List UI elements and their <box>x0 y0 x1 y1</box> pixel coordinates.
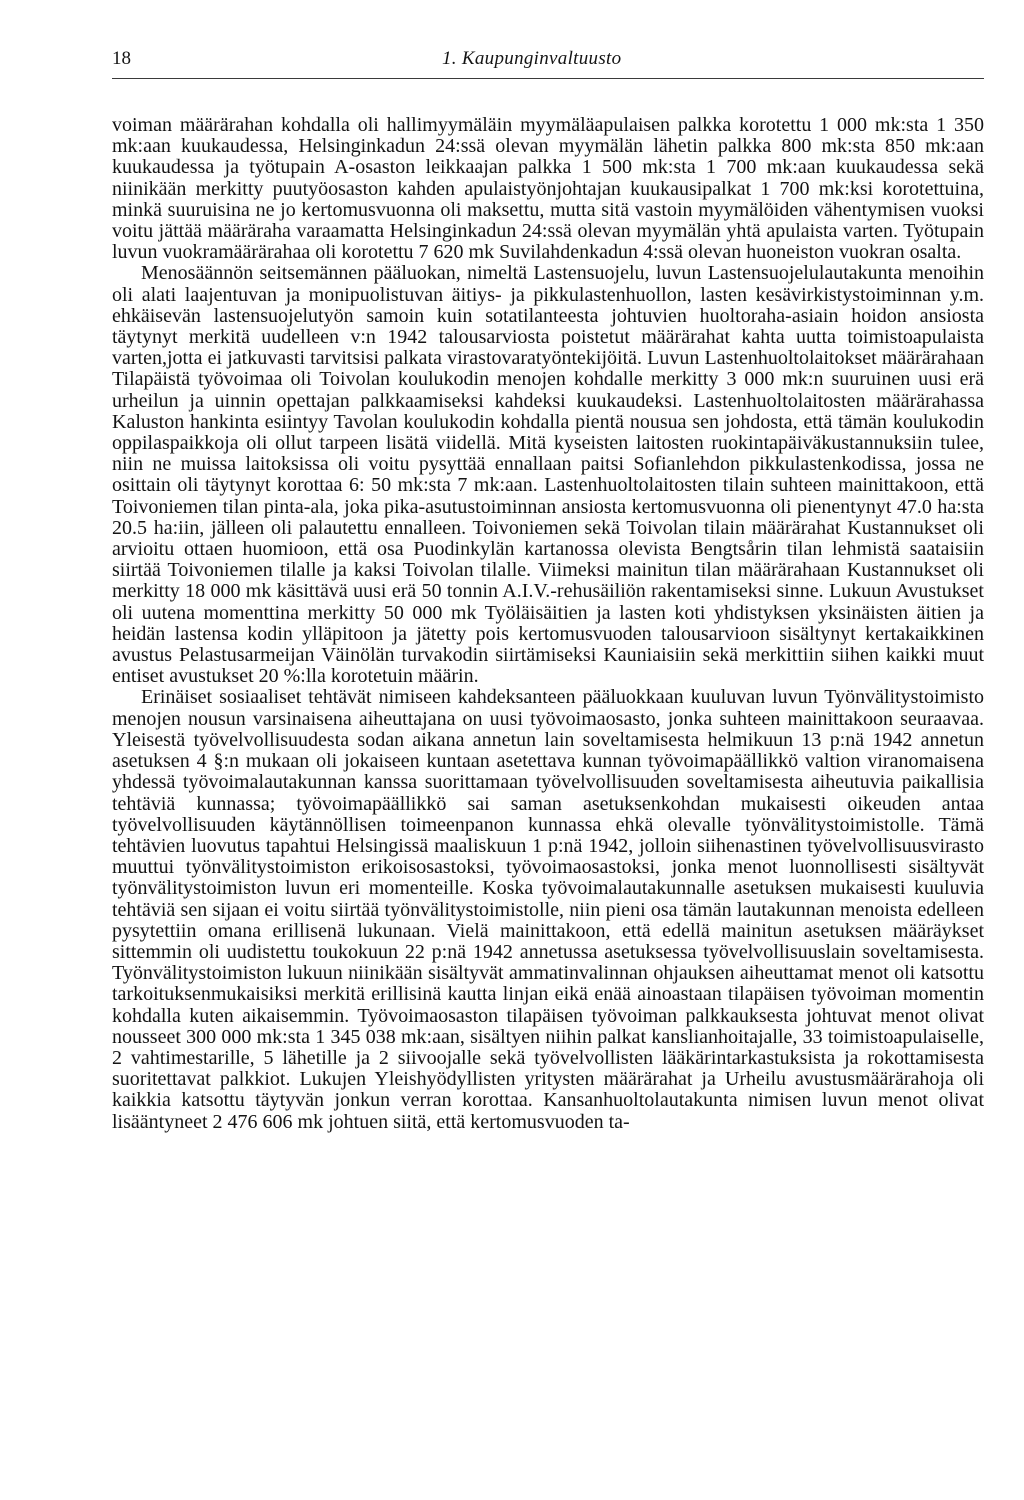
header-rule <box>112 78 984 79</box>
page-number: 18 <box>112 48 131 69</box>
document-page <box>112 44 984 1133</box>
running-header <box>112 44 984 78</box>
paragraph: voiman määrärahan kohdalla oli hallimyymäläin myymäläapulaisen palkka korotettu 1 000 mk:sta 1 350 mk:aan kuukaudessa, Helsinginkadun 24:ssä olevan myymälän lähetin palkka 800 mk:sta 850 mk:aan kuukaudessa ja työtupain A-osaston leikkaajan palkka 1 500 mk:sta 1 700 mk:aan kuukaudessa sekä niinikään merkitty puutyöosaston kahden apulaistyönjohtajan kuukausipalkat 1 700 mk:ksi korotettuina, minkä suuruisina ne jo kertomusvuonna oli maksettu, mutta sitä vastoin myymälöiden vähentymisen vuoksi voitu jättää määräraha varaamatta Helsinginkadun 24:ssä olevan myymälän yhtä apulaista varten. Työtupain luvun vuokramäärärahaa oli korotettu 7 620 mk Suvilahdenkadun 4:ssä olevan huoneiston vuokran osalta. <box>112 114 984 264</box>
paragraph: Erinäiset sosiaaliset tehtävät nimiseen kahdeksanteen pääluokkaan kuuluvan luvun Työnvälitystoimisto menojen nousun varsinaisena aiheuttajana on uusi työvoimaosasto, jonka suhteen mainittakoon seuraavaa. Yleisestä työvelvollisuudesta sodan aikana annetun lain soveltamisesta helmikuun 13 p:nä 1942 annetun asetuksen 4 §:n mukaan oli jokaiseen kuntaan asetettava kunnan työvoimapäällikkö valtion viranomaisena yhdessä työvoimalautakunnan kanssa suorittamaan työvelvollisuuden soveltamisesta aiheutuvia paikallisia tehtäviä kunnassa; työvoimapäällikkö sai saman asetuksenkohdan mukaisesti oikeuden antaa työvelvollisuuden käytännöllisen toimeenpanon kunnassa ehkä olevalle työnvälitystoimistolle. Tämä tehtävien luovutus tapahtui Helsingissä maaliskuun 1 p:nä 1942, jolloin siihenastinen työvelvollisuusvirasto muuttui työnvälitystoimiston erikoisosastoksi, työvoimaosastoksi, jonka menot luonnollisesti sisältyvät työnvälitystoimiston luvun eri momenteille. Koska työvoimalautakunnalle asetuksen mukaisesti kuuluvia tehtäviä sen sijaan ei voitu siirtää työnvälitystoimistolle, niin pieni osa tämän lautakunnan menoista edelleen pysytettiin omana erillisenä lukunaan. Vielä mainittakoon, että edellä mainitun asetuksen määräykset sittemmin oli uudistettu toukokuun 22 p:nä 1942 annetussa asetuksessa työvelvollisuuslain soveltamisesta. Työnvälitystoimiston lukuun niinikään sisältyvät ammatinvalinnan ohjauksen aiheuttamat menot oli katsottu tarkoituksenmukaisiksi merkitä erillisinä kautta linjan eikä enää ainoastaan tilapäisen työvoiman momentin kohdalla kuten aikaisemmin. Työvoimaosaston tilapäisen työvoiman palkkauksesta johtuvat menot olivat nousseet 300 000 mk:sta 1 345 038 mk:aan, sisältyen niihin palkat kanslianhoitajalle, 33 toimistoapulaiselle, 2 vahtimestarille, 5 lähetille ja 2 siivoojalle sekä työvelvollisten lääkärintarkastuksista ja rokottamisesta suoritettavat palkkiot. Lukujen Yleishyödyllisten yritysten määrärahat ja Urheilu avustusmäärärahoja oli kaikkia katsottu täytyvän jonkun verran korottaa. Kansanhuoltolautakunta nimisen luvun menot olivat lisääntyneet 2 476 606 mk johtuen siitä, että kertomusvuoden ta- <box>112 686 984 1133</box>
body-text <box>112 115 984 1133</box>
section-title: 1. Kaupunginvaltuusto <box>442 48 622 69</box>
paragraph: Menosäännön seitsemännen pääluokan, nimeltä Lastensuojelu, luvun Lastensuojelulautakunta menoihin oli alati laajentuvan ja monipuolistuvan äitiys- ja pikkulastenhuollon, lasten kesävirkistystoiminnan y.m. ehkäisevän lastensuojelutyön samoin kuin sotatilanteesta johtuvien huoltoraha-asiain hoidon ansiosta täytynyt merkitä uudelleen v:n 1942 talousarviosta poistetut määrärahat kahta uutta toimistoapulaista varten,jotta ei jatkuvasti tarvitsisi palkata virastovaratyöntekijöitä. Luvun Lastenhuoltolaitokset määrärahaan Tilapäistä työvoimaa oli Toivolan koulukodin menojen kohdalle merkitty 3 000 mk:n suuruinen uusi erä urheilun ja uinnin opettajan palkkaamiseksi kahdeksi kuukaudeksi. Lastenhuoltolaitosten määrärahassa Kaluston hankinta esiintyy Tavolan koulukodin kohdalla pientä nousua sen johdosta, että tämän koulukodin oppilaspaikkoja oli ollut tarpeen lisätä viidellä. Mitä kyseisten laitosten ruokintapäiväkustannuksiin tulee, niin ne muissa laitoksissa oli voitu pysyttää ennallaan paitsi Sofianlehdon pikkulastenkodissa, jossa ne osittain oli täytynyt korottaa 6: 50 mk:sta 7 mk:aan. Lastenhuoltolaitosten tilain suhteen mainittakoon, että Toivoniemen tilan pinta-ala, joka pika-asutustoiminnan ansiosta kertomusvuonna oli pienentynyt 47.0 ha:sta 20.5 ha:iin, jälleen oli palautettu ennalleen. Toivoniemen sekä Toivolan tilain määrärahat Kustannukset oli arvioitu ottaen huomioon, että osa Puodinkylän kartanossa olevista Bengtsårin tilan lehmistä saataisiin siirtää Toivoniemen tilalle ja kaksi Toivolan tilalle. Viimeksi mainitun tilan määrärahaan Kustannukset oli merkitty 18 000 mk käsittävä uusi erä 50 tonnin A.I.V.-rehusäiliön rakentamiseksi sinne. Lukuun Avustukset oli uutena momenttina merkitty 50 000 mk Työläisäitien ja lasten koti yhdistyksen yksinäisten äitien ja heidän lastensa kodin ylläpitoon ja jätetty pois kertomusvuoden talousarvioon sisältynyt kertakaikkinen avustus Pelastusarmeijan Väinölän turvakodin siirtämiseksi Kauniaisiin sekä merkittiin siihen kaikki muut entiset avustukset 20 %:lla korotetuin määrin. <box>112 262 984 688</box>
